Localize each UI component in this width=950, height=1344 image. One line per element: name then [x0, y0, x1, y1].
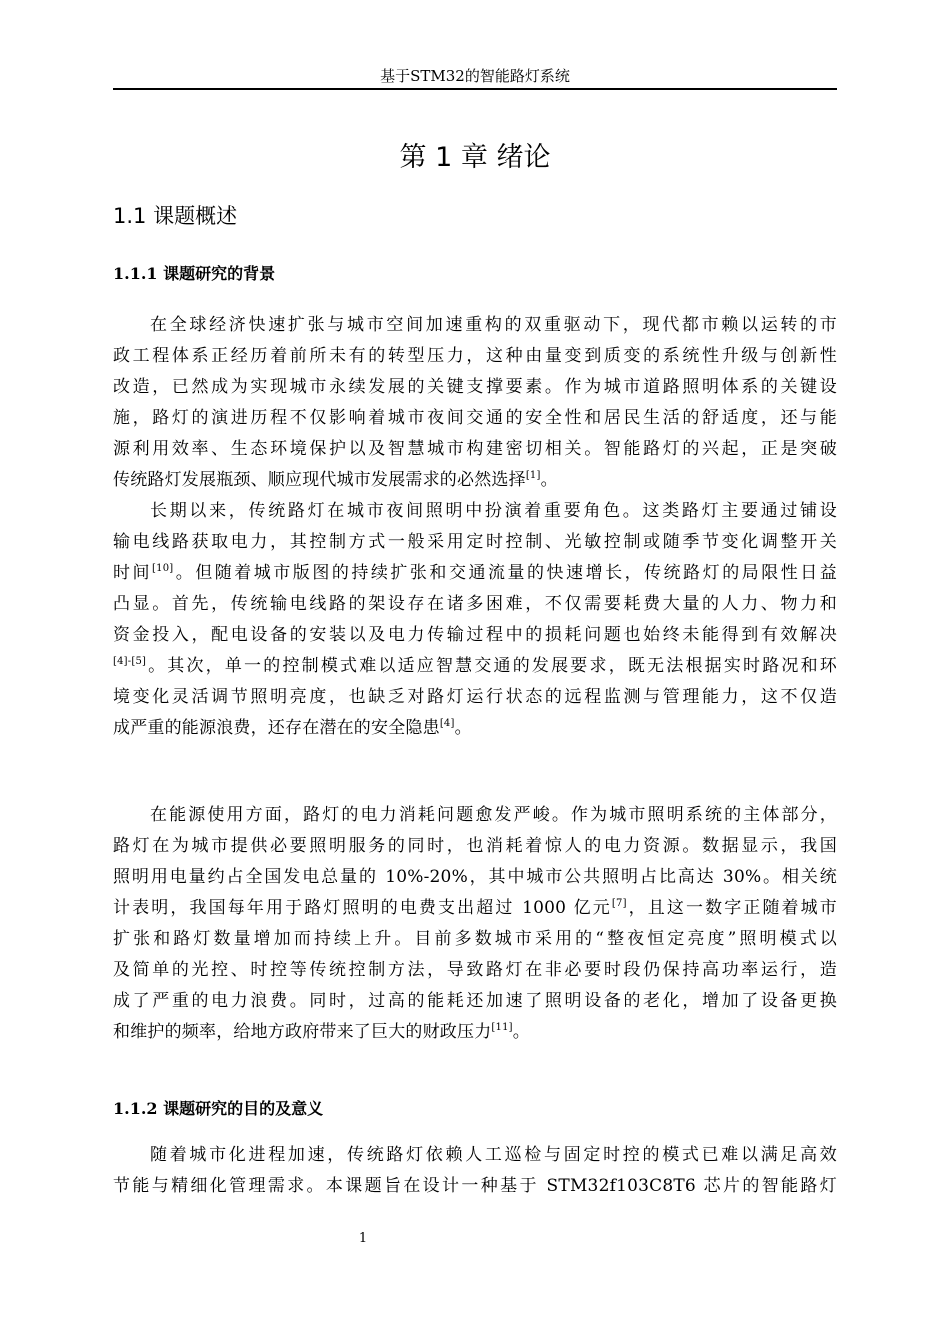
- paragraph-line: [113, 465, 837, 496]
- paragraph-line: 政工程体系正经历着前所未有的转型压力，这种由量变到质变的系统性升级与创新性: [113, 346, 837, 366]
- paragraph-line: 长期以来，传统路灯在城市夜间照明中扮演着重要角色。这类路灯主要通过铺设: [150, 501, 837, 521]
- paragraph-text: 。但随着城市版图的持续扩张和交通流量的快速增长，传统路灯的局限性日益: [173, 563, 837, 583]
- paragraph-background-1: [113, 310, 837, 496]
- paragraph-line: 资金投入，配电设备的安装以及电力传输过程中的损耗问题也始终未能得到有效解决: [113, 625, 837, 645]
- paragraph-text: ，且这一数字正随着城市: [626, 898, 838, 918]
- paragraph-line: 成了严重的电力浪费。同时，过高的能耗还加速了照明设备的老化，增加了设备更换: [113, 991, 837, 1011]
- paragraph-line: 输电线路获取电力，其控制方式一般采用定时控制、光敏控制或随季节变化调整开关: [113, 532, 837, 552]
- paragraph-line: [113, 651, 837, 682]
- paragraph-line: 施，路灯的演进历程不仅影响着城市夜间交通的安全性和居民生活的舒适度，还与能: [113, 408, 837, 428]
- paragraph-line: 扩张和路灯数量增加而持续上升。目前多数城市采用的“整夜恒定亮度”照明模式以: [113, 929, 837, 949]
- paragraph-text: 。: [540, 470, 558, 490]
- paragraph-line: 路灯在为城市提供必要照明服务的同时，也消耗着惊人的电力资源。数据显示，我国: [113, 836, 837, 856]
- subsection-title-purpose: 1.1.2 课题研究的目的及意义: [113, 1099, 324, 1118]
- paragraph-line: [113, 1017, 837, 1048]
- paragraph-background-3: [113, 800, 837, 1048]
- paragraph-text: 时间: [113, 563, 153, 583]
- paragraph-text: 。其次，单一的控制模式难以适应智慧交通的发展要求，既无法根据实时路况和环: [146, 656, 837, 676]
- paragraph-line: 在能源使用方面，路灯的电力消耗问题愈发严峻。作为城市照明系统的主体部分，: [150, 805, 837, 825]
- paragraph-line: 节能与精细化管理需求。本课题旨在设计一种基于 STM32f103C8T6 芯片的智能路灯: [113, 1176, 837, 1196]
- paragraph-line: 改造，已然成为实现城市永续发展的关键支撑要素。作为城市道路照明体系的关键设: [113, 377, 837, 397]
- paragraph-line: 在全球经济快速扩张与城市空间加速重构的双重驱动下，现代都市赖以运转的市: [150, 315, 837, 335]
- paragraph-line: 随着城市化进程加速，传统路灯依赖人工巡检与固定时控的模式已难以满足高效: [150, 1145, 837, 1165]
- citation-ref: [4]: [439, 718, 455, 729]
- page-number: 1: [358, 1231, 368, 1246]
- subsection-title-background: 1.1.1 课题研究的背景: [113, 264, 276, 283]
- paragraph-text: 和维护的频率，给地方政府带来了巨大的财政压力: [113, 1022, 492, 1042]
- paragraph-line: 照明用电量约占全国发电总量的 10%-20%，其中城市公共照明占比高达 30%。相关统: [113, 867, 837, 887]
- paragraph-background-2: [113, 496, 837, 744]
- paragraph-text: 传统路灯发展瓶颈、顺应现代城市发展需求的必然选择: [113, 470, 526, 490]
- paragraph-line: 凸显。首先，传统输电线路的架设存在诸多困难，不仅需要耗费大量的人力、物力和: [113, 594, 837, 614]
- paragraph-text: 计表明，我国每年用于路灯照明的电费支出超过 1000 亿元: [113, 898, 612, 918]
- section-title: 1.1 课题概述: [113, 204, 238, 228]
- citation-ref: [1]: [525, 470, 541, 481]
- citation-ref: [10]: [152, 563, 174, 574]
- paragraph-line: 及简单的光控、时控等传统控制方法，导致路灯在非必要时段仍保持高功率运行，造: [113, 960, 837, 980]
- paragraph-text: 。: [512, 1022, 530, 1042]
- paragraph-text: 。: [454, 718, 472, 738]
- paragraph-line: [113, 558, 837, 589]
- paragraph-purpose: [113, 1140, 837, 1202]
- paragraph-line: 境变化灵活调节照明亮度，也缺乏对路灯运行状态的远程监测与管理能力，这不仅造: [113, 687, 837, 707]
- paragraph-line: [113, 893, 837, 924]
- citation-ref: [11]: [491, 1022, 513, 1033]
- citation-ref: [7]: [611, 898, 627, 909]
- paragraph-line: [113, 713, 837, 744]
- chapter-title: 第 1 章 绪论: [399, 142, 551, 173]
- paragraph-line: 源利用效率、生态环境保护以及智慧城市构建密切相关。智能路灯的兴起，正是突破: [113, 439, 837, 459]
- paragraph-text: 成严重的能源浪费，还存在潜在的安全隐患: [113, 718, 440, 738]
- citation-ref: [4]-[5]: [113, 656, 147, 667]
- header-rule: [113, 88, 837, 90]
- running-header: 基于STM32的智能路灯系统: [380, 67, 570, 85]
